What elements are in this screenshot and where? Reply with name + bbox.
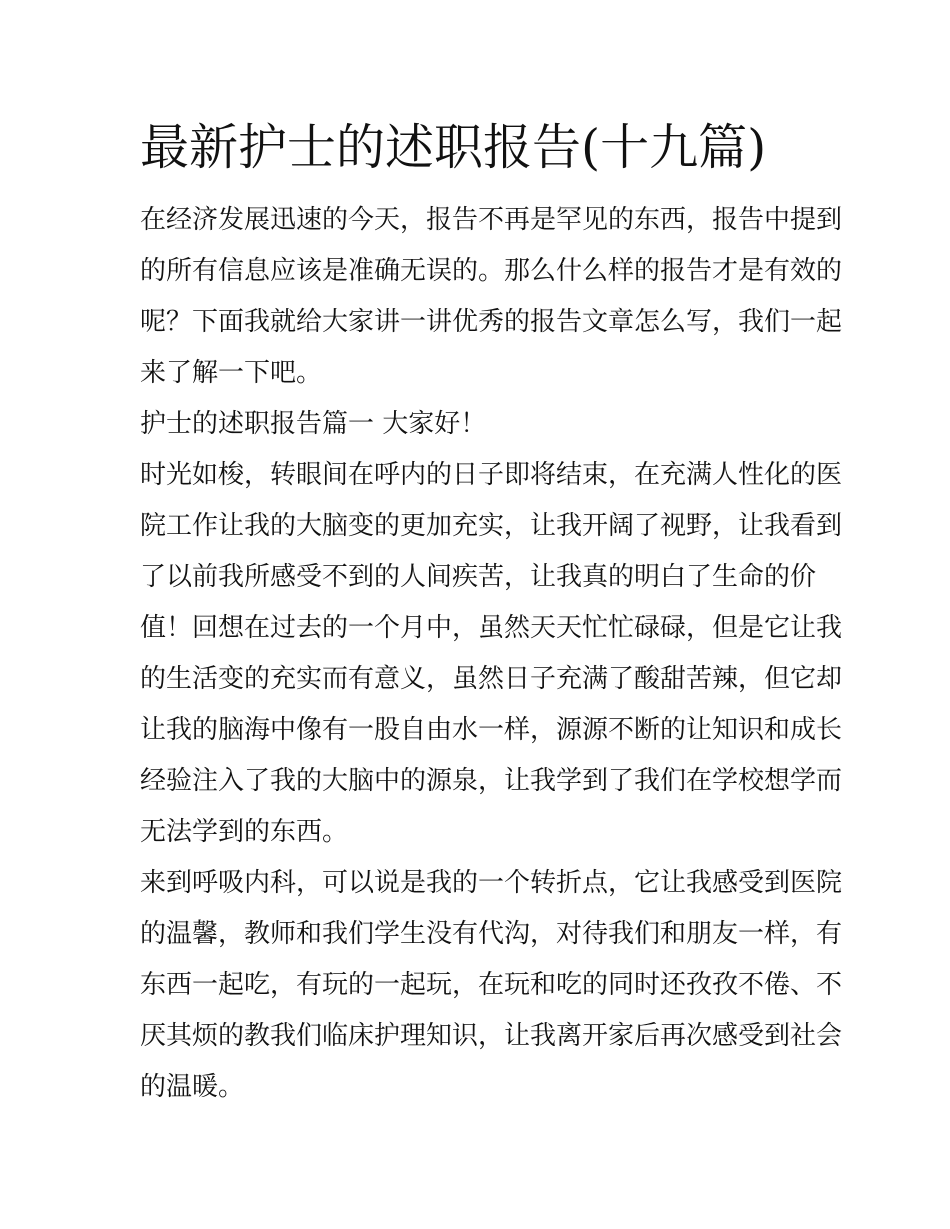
body-line: 经验注入了我的大脑中的源泉，让我学到了我们在学校想学而 [140, 766, 843, 796]
body-line: 的温暖。 [140, 1072, 245, 1102]
body-line: 呢？下面我就给大家讲一讲优秀的报告文章怎么写，我们一起 [140, 307, 843, 337]
body-line: 的温馨，教师和我们学生没有代沟，对待我们和朋友一样，有 [140, 919, 843, 949]
body-line: 无法学到的东西。 [140, 817, 349, 847]
section-heading: 护士的述职报告篇一 大家好！ [140, 409, 487, 439]
document-title: 最新护士的述职报告(十九篇) [140, 119, 767, 176]
body-line: 来了解一下吧。 [140, 358, 323, 388]
body-line: 的生活变的充实而有意义，虽然日子充满了酸甜苦辣，但它却 [140, 664, 843, 694]
body-line: 来到呼吸内科，可以说是我的一个转折点，它让我感受到医院 [140, 868, 843, 898]
body-line: 厌其烦的教我们临床护理知识，让我离开家后再次感受到社会 [140, 1021, 843, 1051]
body-line: 东西一起吃，有玩的一起玩，在玩和吃的同时还孜孜不倦、不 [140, 970, 843, 1000]
body-line: 时光如梭，转眼间在呼内的日子即将结束，在充满人性化的医 [140, 460, 843, 490]
body-line: 院工作让我的大脑变的更加充实，让我开阔了视野，让我看到 [140, 511, 843, 541]
body-line: 在经济发展迅速的今天，报告不再是罕见的东西，报告中提到 [140, 205, 843, 235]
body-line: 值！回想在过去的一个月中，虽然天天忙忙碌碌，但是它让我 [140, 613, 843, 643]
body-line: 了以前我所感受不到的人间疾苦，让我真的明白了生命的价 [140, 562, 817, 592]
body-line: 让我的脑海中像有一股自由水一样，源源不断的让知识和成长 [140, 715, 843, 745]
body-line: 的所有信息应该是准确无误的。那么什么样的报告才是有效的 [140, 256, 843, 286]
